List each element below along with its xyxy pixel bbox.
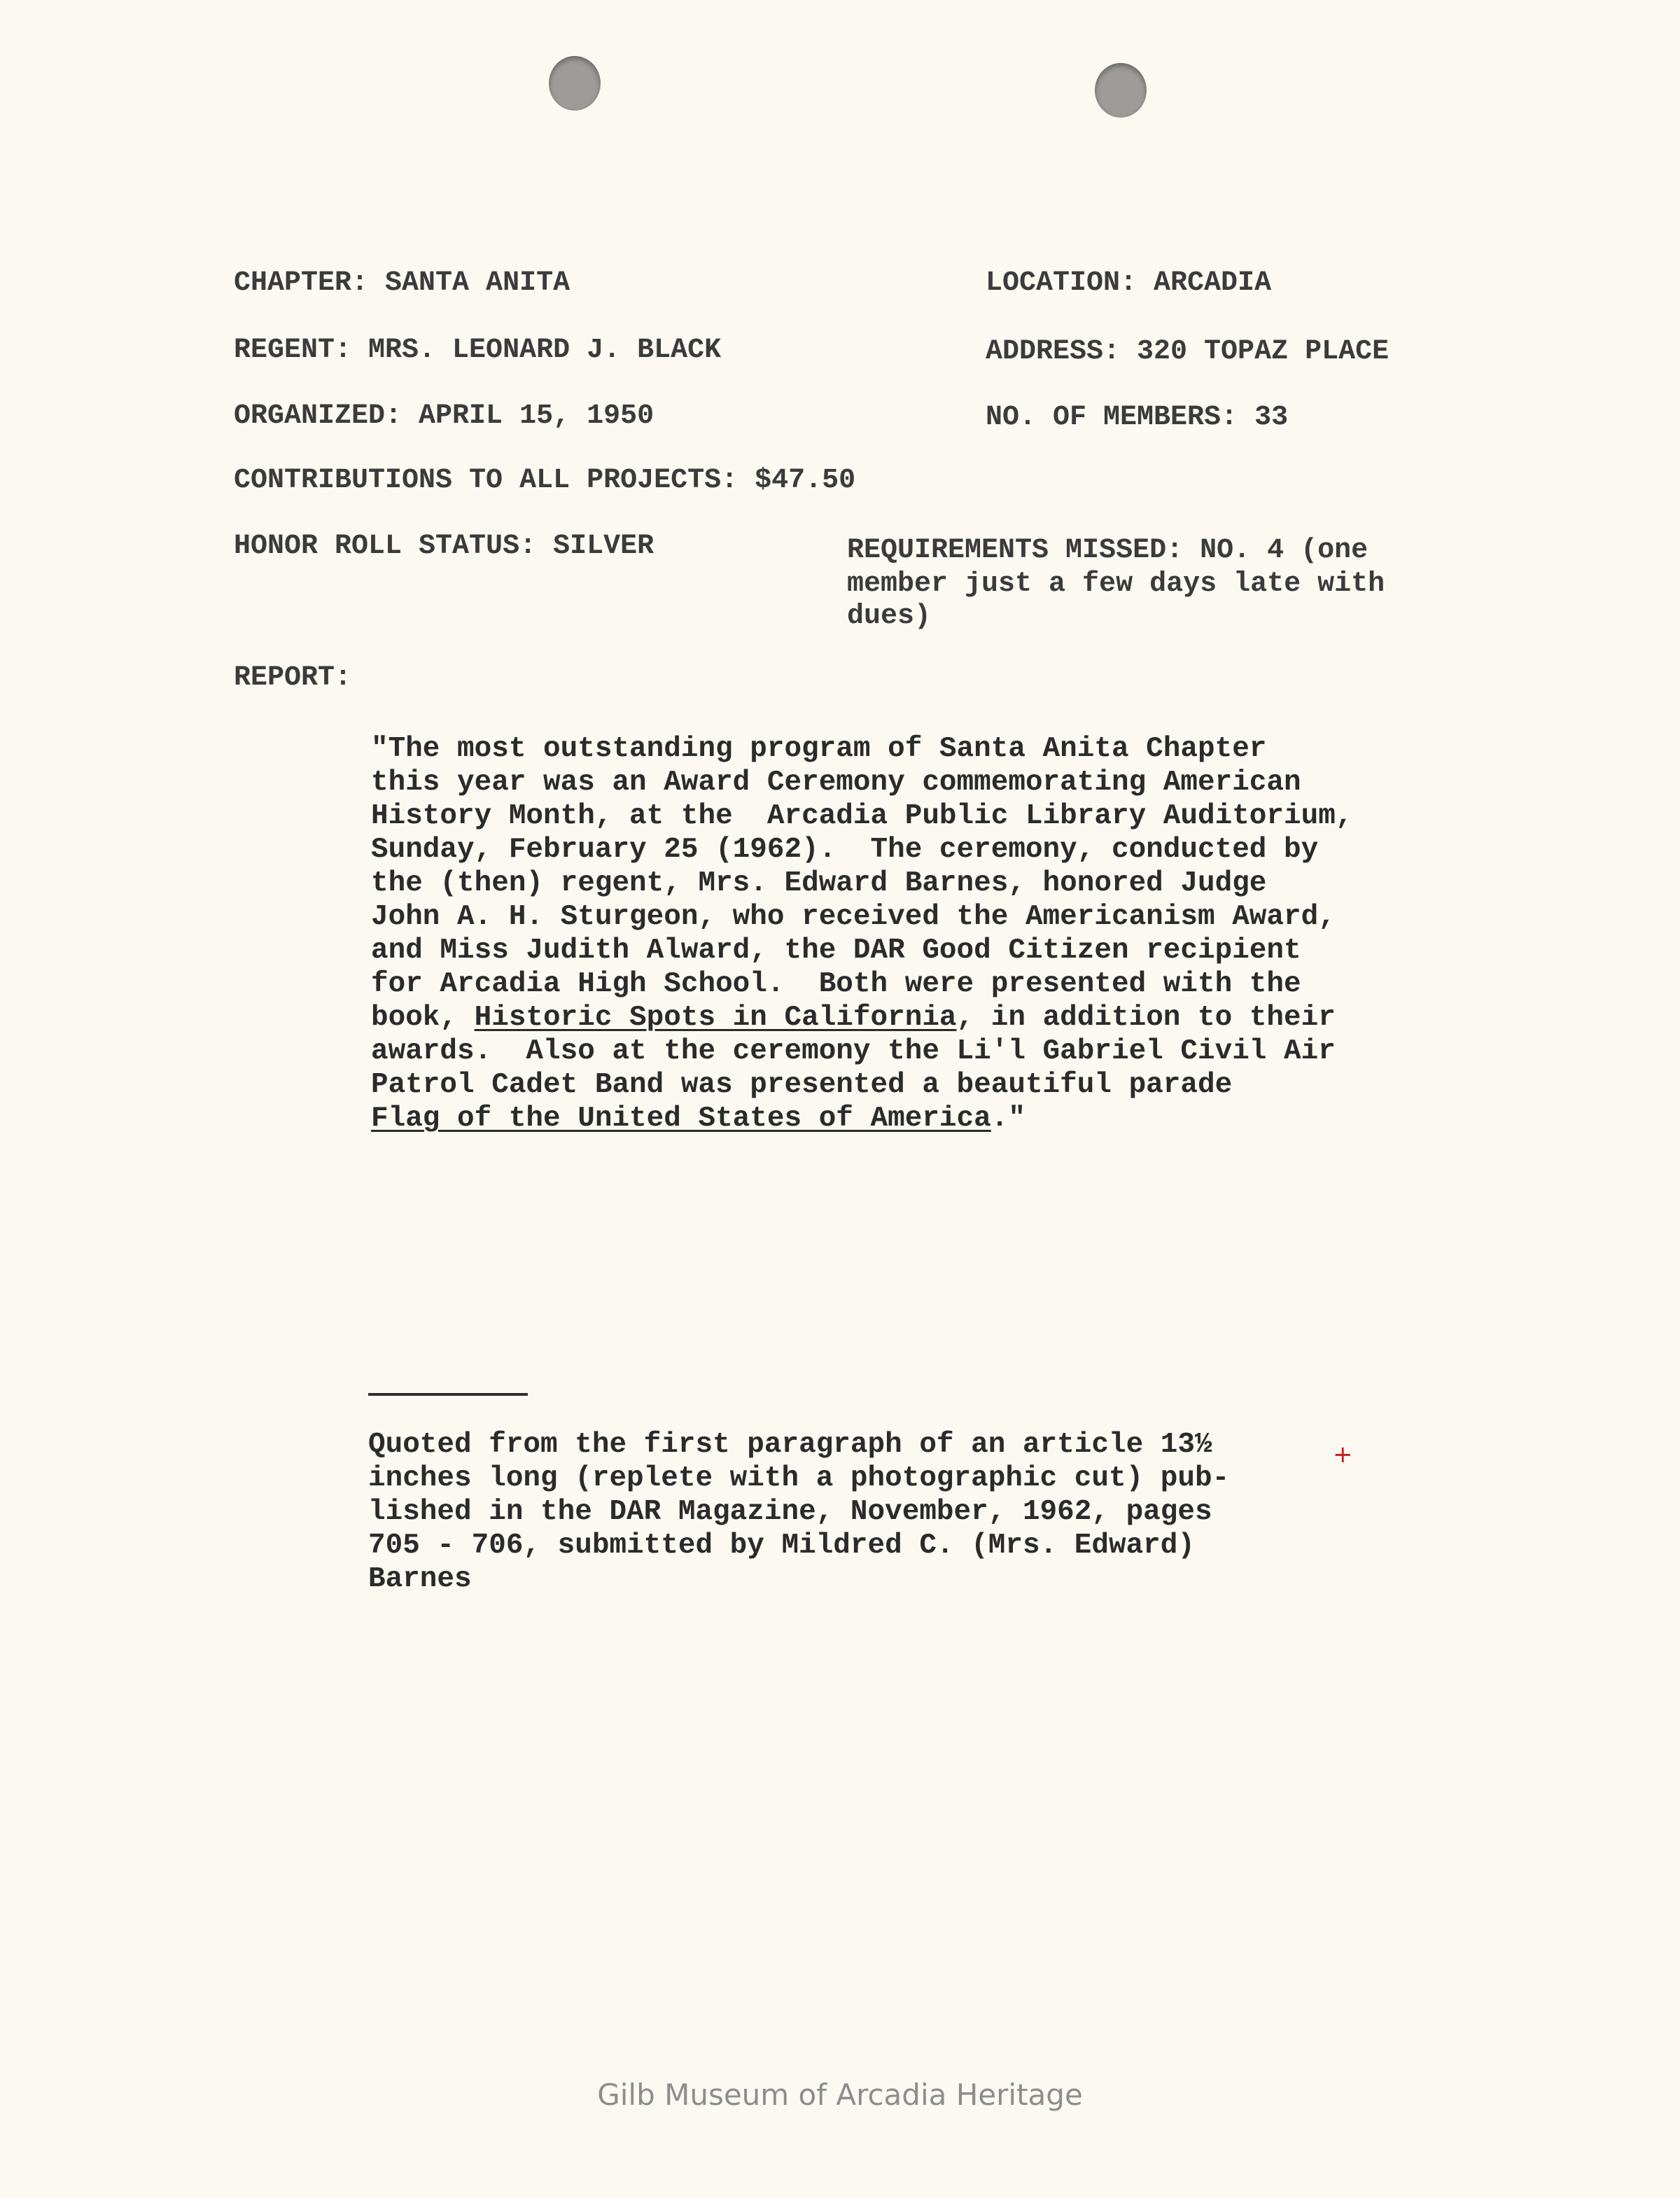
report-line: "The most outstanding program of Santa Anita Chapter: [371, 733, 1267, 765]
report-line: the (then) regent, Mrs. Edward Barnes, honored Judge: [371, 867, 1267, 899]
footnote-line: lished in the DAR Magazine, November, 1962, pages: [368, 1496, 1212, 1528]
requirements-line: REQUIREMENTS MISSED: NO. 4 (one: [847, 535, 1368, 566]
flag-phrase: Flag of the United States of America: [371, 1102, 991, 1135]
report-text: .": [990, 1102, 1026, 1135]
museum-watermark: Gilb Museum of Arcadia Heritage: [597, 2078, 1083, 2112]
report-line: and Miss Judith Alward, the DAR Good Citizen recipient: [371, 934, 1301, 967]
report-heading: REPORT:: [234, 662, 352, 694]
honor-roll-field: HONOR ROLL STATUS: SILVER: [234, 531, 654, 562]
location-field: LOCATION: ARCADIA: [986, 267, 1272, 299]
footnote-line: 705 - 706, submitted by Mildred C. (Mrs. Edward): [368, 1530, 1195, 1562]
report-line: [371, 1001, 1336, 1035]
book-title: Historic Spots in California: [474, 1002, 957, 1034]
punch-hole-left: [549, 56, 601, 111]
footnote-line: Barnes: [368, 1563, 472, 1595]
members-field: NO. OF MEMBERS: 33: [986, 402, 1289, 433]
report-text: book,: [371, 1002, 475, 1034]
report-line: [371, 1102, 1026, 1135]
requirements-line: dues): [847, 601, 932, 632]
report-line: History Month, at the Arcadia Public Library Auditorium,: [371, 800, 1353, 832]
footnote-rule: [368, 1393, 528, 1396]
footnote-line: Quoted from the first paragraph of an article 13½: [368, 1429, 1212, 1461]
report-line: this year was an Award Ceremony commemorating American: [371, 766, 1301, 799]
report-line: Sunday, February 25 (1962). The ceremony, conducted by: [371, 834, 1319, 866]
report-line: John A. H. Sturgeon, who received the Americanism Award,: [371, 901, 1336, 933]
punch-hole-right: [1095, 63, 1147, 118]
contributions-field: CONTRIBUTIONS TO ALL PROJECTS: $47.50: [234, 465, 856, 496]
requirements-line: member just a few days late with: [847, 568, 1385, 600]
chapter-field: CHAPTER: SANTA ANITA: [234, 267, 570, 299]
handwritten-red-mark: +: [1333, 1441, 1353, 1469]
report-line: Patrol Cadet Band was presented a beautiful parade: [371, 1069, 1233, 1101]
report-line: awards. Also at the ceremony the Li'l Gabriel Civil Air: [371, 1035, 1336, 1068]
organized-field: ORGANIZED: APRIL 15, 1950: [234, 400, 654, 432]
regent-field: REGENT: MRS. LEONARD J. BLACK: [234, 335, 722, 366]
footnote-line: inches long (replete with a photographic cut) pub-: [368, 1462, 1230, 1494]
report-text: , in addition to their: [956, 1002, 1336, 1034]
address-field: ADDRESS: 320 TOPAZ PLACE: [986, 336, 1390, 368]
report-line: for Arcadia High School. Both were presented with the: [371, 968, 1301, 1000]
